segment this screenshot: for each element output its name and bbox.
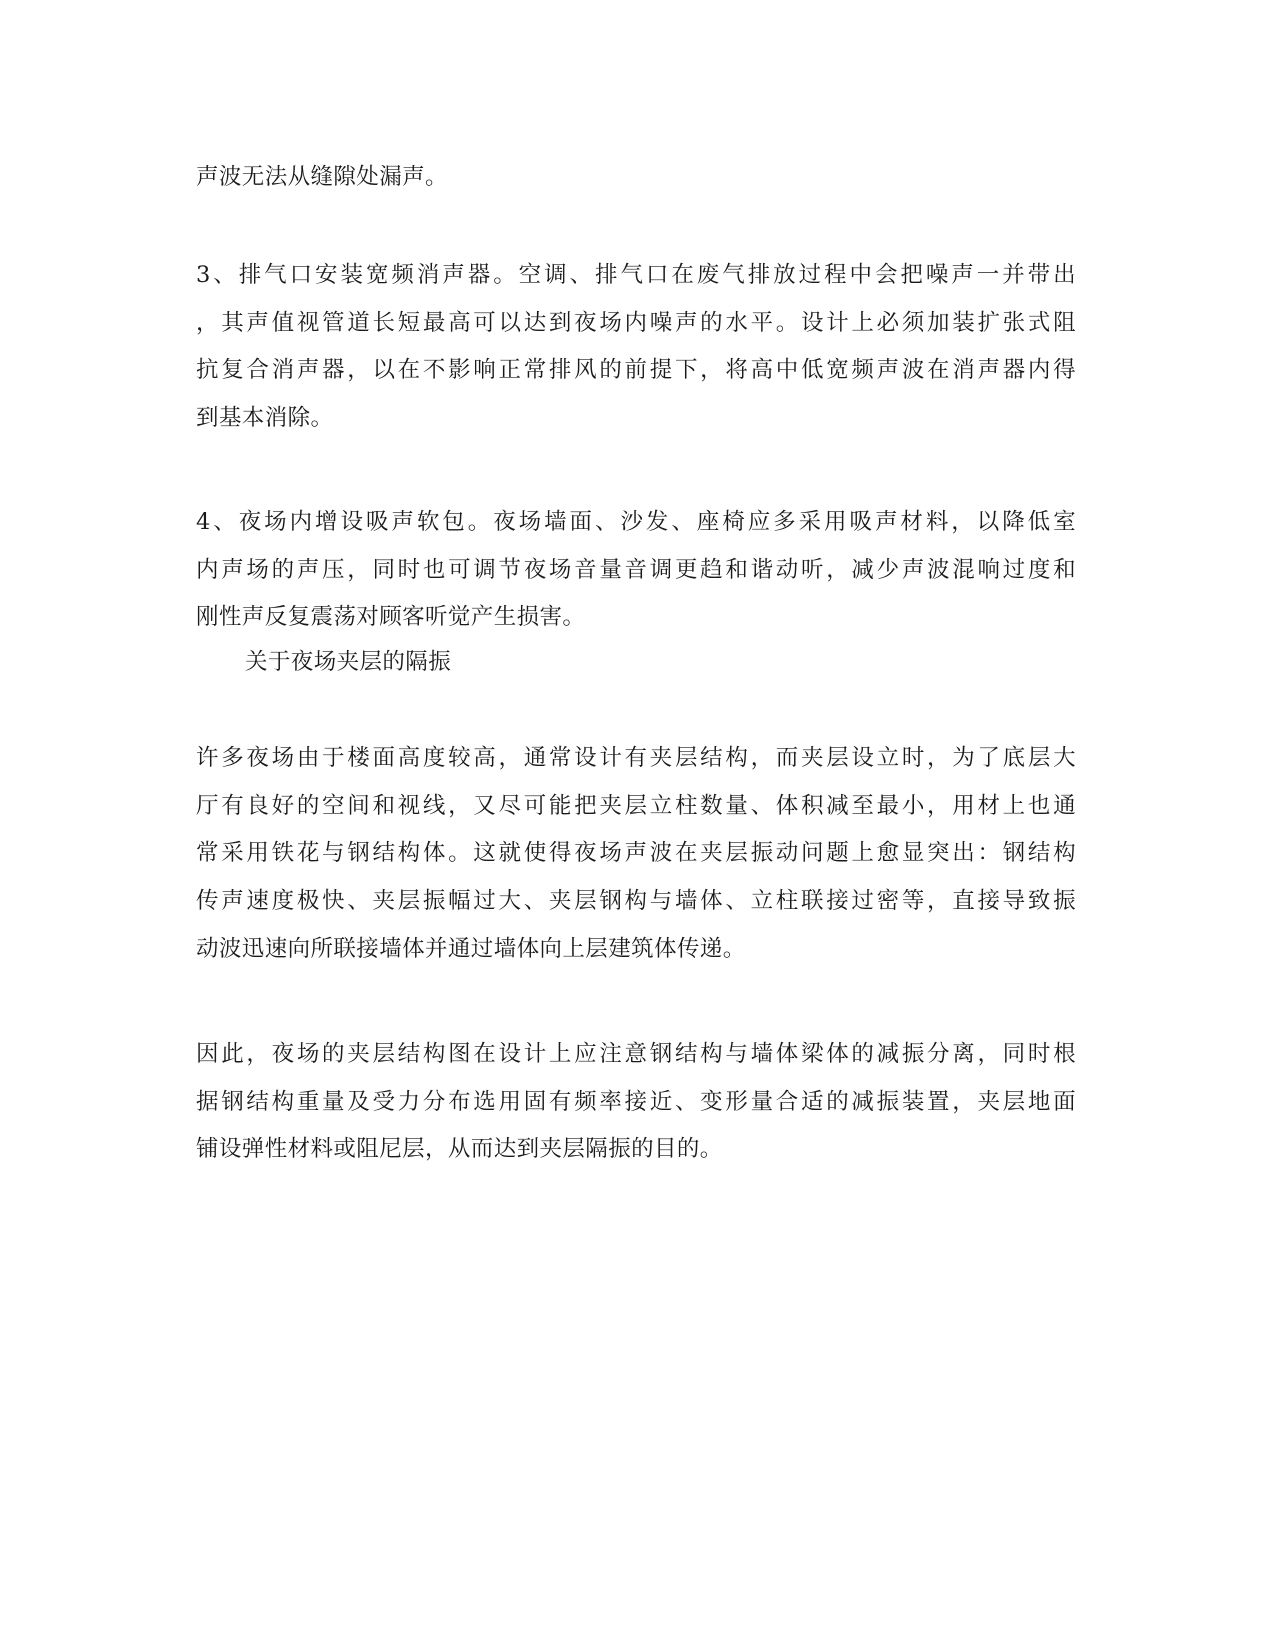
text-line: 铺设弹性材料或阻尼层，从而达到夹层隔振的目的。 — [196, 1136, 723, 1163]
paragraph-sound-absorbing-panels — [196, 499, 1076, 642]
text-line: 常采用铁花与钢结构体。这就使得夜场声波在夹层振动问题上愈显突出：钢结构 — [196, 840, 1076, 867]
paragraph-mezzanine-solution — [196, 1031, 1076, 1174]
paragraph-sound-leak — [196, 154, 1076, 202]
text-line: 刚性声反复震荡对顾客听觉产生损害。 — [196, 604, 586, 631]
text-line: 厅有良好的空间和视线，又尽可能把夹层立柱数量、体积减至最小，用材上也通 — [196, 792, 1076, 819]
text-line: 动波迅速向所联接墙体并通过墙体向上层建筑体传递。 — [196, 935, 746, 962]
text-line: 抗复合消声器，以在不影响正常排风的前提下，将高中低宽频声波在消声器内得 — [196, 357, 1076, 384]
text-line: ，其声值视管道长短最高可以达到夜场内噪声的水平。设计上必须加装扩张式阻 — [196, 309, 1076, 336]
text-line: 声波无法从缝隙处漏声。 — [196, 164, 448, 190]
text-line: 3、排气口安装宽频消声器。空调、排气口在废气排放过程中会把噪声一并带出 — [196, 262, 1076, 288]
section-heading: 关于夜场夹层的隔振 — [245, 649, 452, 675]
paragraph-exhaust-silencer — [196, 252, 1076, 443]
text-line: 内声场的声压，同时也可调节夜场音量音调更趋和谐动听，减少声波混响过度和 — [196, 556, 1076, 583]
paragraph-mezzanine-problem — [196, 735, 1076, 973]
text-line: 4、夜场内增设吸声软包。夜场墙面、沙发、座椅应多采用吸声材料，以降低室 — [196, 509, 1076, 535]
text-line: 因此，夜场的夹层结构图在设计上应注意钢结构与墙体梁体的减振分离，同时根 — [196, 1041, 1076, 1067]
text-line: 据钢结构重量及受力分布选用固有频率接近、变形量合适的减振装置，夹层地面 — [196, 1088, 1076, 1115]
text-line: 传声速度极快、夹层振幅过大、夹层钢构与墙体、立柱联接过密等，直接导致振 — [196, 888, 1076, 915]
text-line: 许多夜场由于楼面高度较高，通常设计有夹层结构，而夹层设立时，为了底层大 — [196, 745, 1076, 771]
text-line: 到基本消除。 — [196, 405, 334, 432]
